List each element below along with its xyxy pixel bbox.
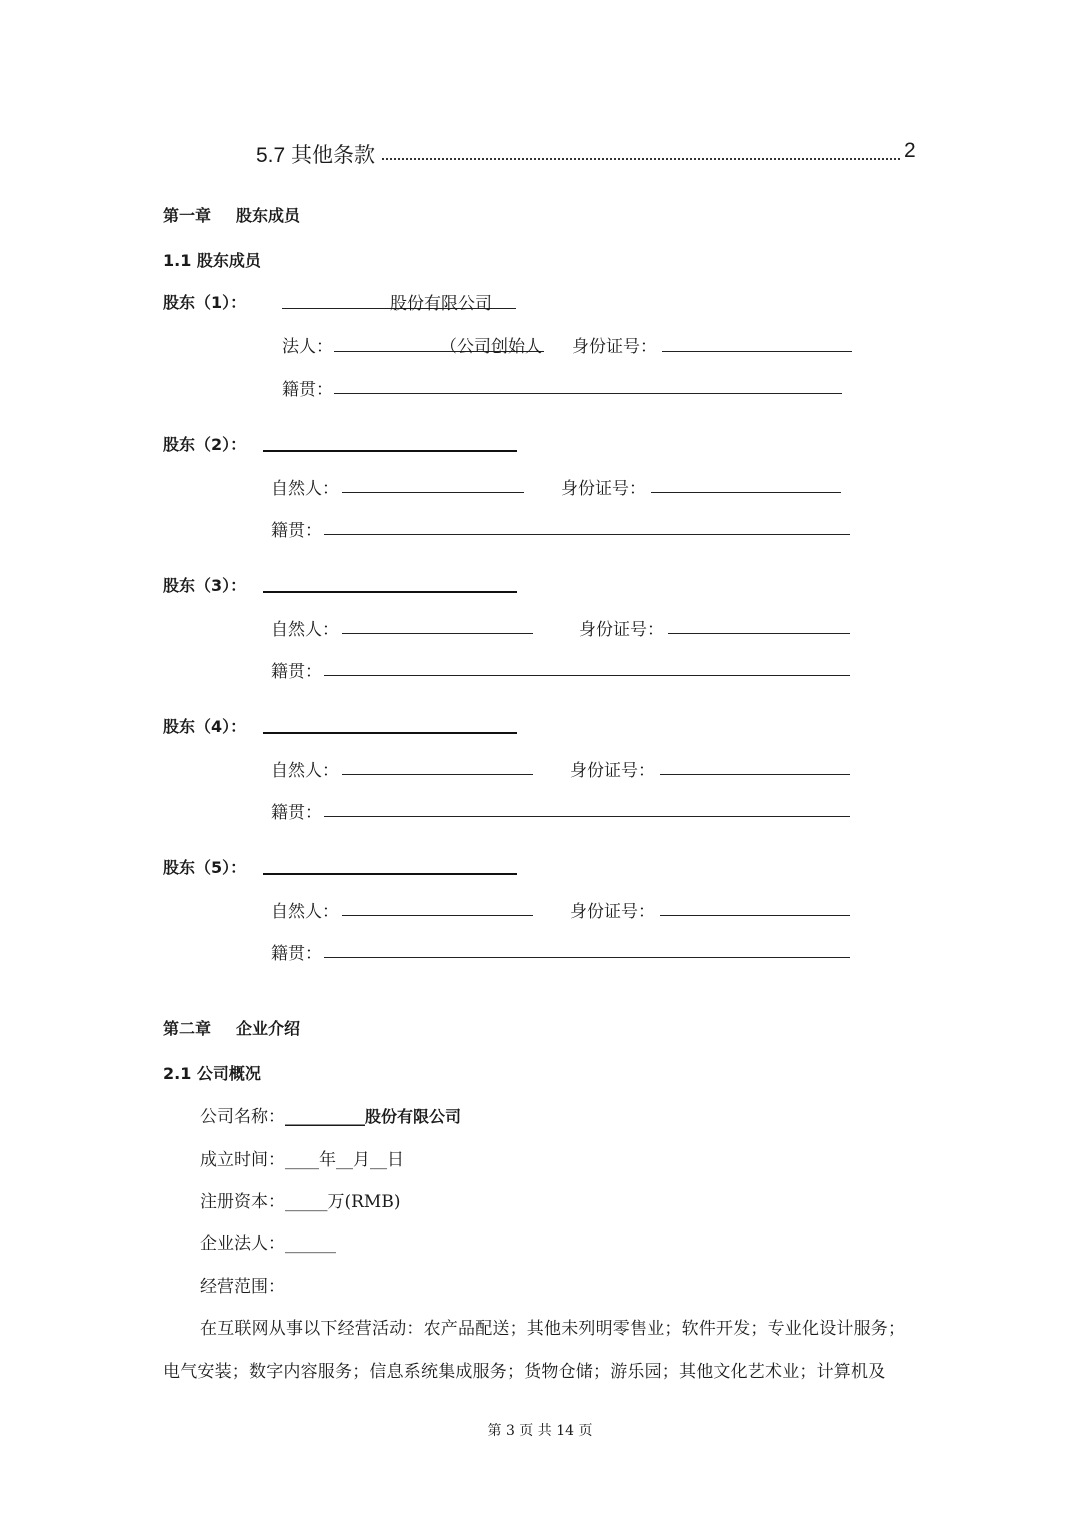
shareholder-4-rep-field[interactable] <box>342 774 533 775</box>
chapter1-title: 第一章 <box>163 206 212 225</box>
company-name-blank[interactable]: __________ <box>285 1107 365 1126</box>
shareholder-5-origin-field[interactable] <box>324 957 850 958</box>
shareholder-2-rep-field[interactable] <box>342 492 524 493</box>
shareholder-1-id-field[interactable] <box>662 351 852 352</box>
shareholder-4-origin-label: 籍贯： <box>271 803 322 823</box>
capital-row <box>200 1187 400 1212</box>
company-name-row <box>200 1102 461 1127</box>
shareholder-1-origin-field[interactable] <box>334 393 842 394</box>
legal-value[interactable]: ______ <box>285 1234 336 1254</box>
legal-label: 企业法人： <box>200 1234 285 1254</box>
shareholder-2-name-field[interactable] <box>263 450 517 452</box>
scope-line-2: 电气安装；数字内容服务；信息系统集成服务；货物仓储；游乐园；其他文化艺术业；计算机及 <box>163 1362 886 1382</box>
section-2-1-title: 2.1 公司概况 <box>163 1064 261 1083</box>
shareholder-3-rep-label: 自然人： <box>271 620 339 640</box>
scope-label: 经营范围： <box>200 1277 285 1297</box>
founded-label: 成立时间： <box>200 1150 285 1170</box>
scope-line-1: 在互联网从事以下经营活动：农产品配送；其他未列明零售业；软件开发；专业化设计服务； <box>200 1319 906 1339</box>
capital-value[interactable]: _____万(RMB) <box>285 1192 401 1212</box>
company-name-label: 公司名称： <box>200 1107 285 1127</box>
shareholder-1-company: 股份有限公司 <box>390 294 492 314</box>
shareholder-3-label: 股东（3）： <box>163 576 247 595</box>
chapter2-title: 第二章 <box>163 1019 212 1038</box>
shareholder-5-origin-label: 籍贯： <box>271 944 322 964</box>
shareholder-3-origin-label: 籍贯： <box>271 662 322 682</box>
shareholder-5-rep-label: 自然人： <box>271 902 339 922</box>
shareholder-4-id-label: 身份证号： <box>570 761 655 781</box>
shareholder-1-rep-label: 法人： <box>282 337 333 357</box>
shareholder-3-id-label: 身份证号： <box>579 620 664 640</box>
shareholder-4-origin-field[interactable] <box>324 816 850 817</box>
chapter1-subtitle: 股东成员 <box>236 206 301 225</box>
founded-row <box>200 1145 404 1170</box>
shareholder-1-id-label: 身份证号： <box>572 337 657 357</box>
page-footer: 第 3 页 共 14 页 <box>487 1423 593 1439</box>
shareholder-2-rep-label: 自然人： <box>271 479 339 499</box>
shareholder-1-rep-value: （公司创始人 <box>440 337 542 357</box>
company-name-value: 股份有限公司 <box>365 1107 462 1126</box>
toc-page-number: 2 <box>904 139 916 162</box>
shareholder-5-label: 股东（5）： <box>163 858 247 877</box>
shareholder-3-id-field[interactable] <box>668 633 850 634</box>
shareholder-3-origin-field[interactable] <box>324 675 850 676</box>
shareholder-1-label: 股东（1）： <box>163 293 247 312</box>
shareholder-2-origin-label: 籍贯： <box>271 521 322 541</box>
shareholder-4-id-field[interactable] <box>660 774 850 775</box>
shareholder-2-id-label: 身份证号： <box>561 479 646 499</box>
shareholder-4-label: 股东（4）： <box>163 717 247 736</box>
shareholder-2-label: 股东（2）： <box>163 435 247 454</box>
toc-leader-dots <box>382 158 900 160</box>
chapter2-subtitle: 企业介绍 <box>236 1019 301 1038</box>
shareholder-2-origin-field[interactable] <box>324 534 850 535</box>
shareholder-5-name-field[interactable] <box>263 873 517 875</box>
shareholder-5-rep-field[interactable] <box>342 915 533 916</box>
shareholder-2-id-field[interactable] <box>651 492 841 493</box>
legal-row <box>200 1229 336 1254</box>
shareholder-4-name-field[interactable] <box>263 732 517 734</box>
shareholder-5-id-label: 身份证号： <box>570 902 655 922</box>
founded-value[interactable]: ____年__月__日 <box>285 1150 404 1170</box>
toc-entry[interactable]: 5.7 其他条款 <box>256 144 376 167</box>
capital-label: 注册资本： <box>200 1192 285 1212</box>
shareholder-5-id-field[interactable] <box>660 915 850 916</box>
shareholder-1-origin-label: 籍贯： <box>282 380 333 400</box>
shareholder-4-rep-label: 自然人： <box>271 761 339 781</box>
shareholder-3-rep-field[interactable] <box>342 633 533 634</box>
section-1-1-title: 1.1 股东成员 <box>163 251 261 270</box>
shareholder-3-name-field[interactable] <box>263 591 517 593</box>
